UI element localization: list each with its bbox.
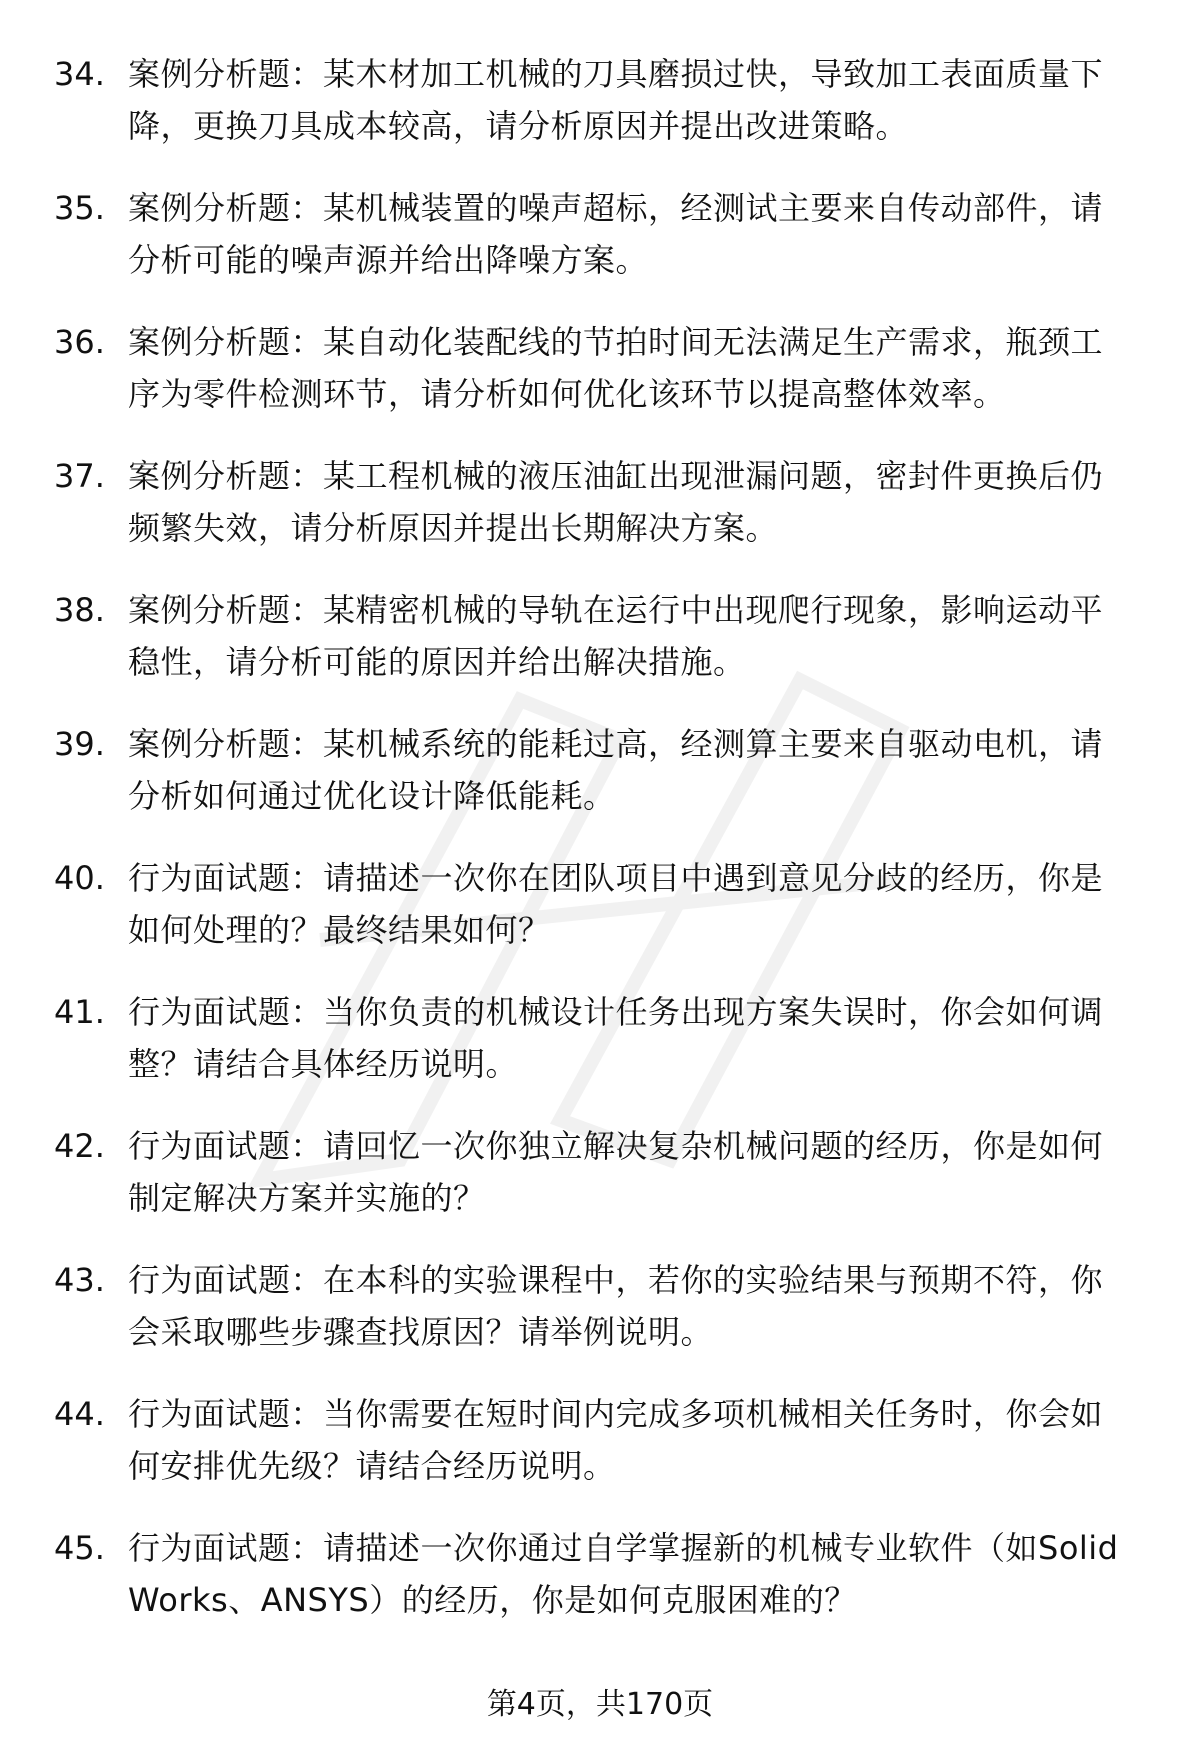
question-item [0,852,1200,956]
question-list [0,48,1200,1656]
question-number: 40. [54,859,105,897]
question-number: 39. [54,725,105,763]
question-number: 34. [54,55,105,93]
question-number: 38. [54,591,105,629]
question-item [0,986,1200,1090]
question-item [0,718,1200,822]
question-text: 案例分析题：某工程机械的液压油缸出现泄漏问题，密封件更换后仍频繁失效，请分析原因并提出长期解决方案。 [128,457,1104,547]
question-item [0,584,1200,688]
question-text: 案例分析题：某精密机械的导轨在运行中出现爬行现象，影响运动平稳性，请分析可能的原因并给出解决措施。 [128,591,1104,681]
question-text: 案例分析题：某自动化装配线的节拍时间无法满足生产需求，瓶颈工序为零件检测环节，请分析如何优化该环节以提高整体效率。 [128,323,1104,413]
question-number: 43. [54,1261,105,1299]
question-text: 行为面试题：在本科的实验课程中，若你的实验结果与预期不符，你会采取哪些步骤查找原因？请举例说明。 [128,1261,1104,1351]
question-item [0,182,1200,286]
question-number: 35. [54,189,105,227]
question-number: 45. [54,1529,105,1567]
question-number: 42. [54,1127,105,1165]
question-item [0,1254,1200,1358]
page-footer: 第4页，共170页 [486,1687,714,1722]
question-item [0,1522,1200,1626]
question-text: 案例分析题：某机械系统的能耗过高，经测算主要来自驱动电机，请分析如何通过优化设计降低能耗。 [128,725,1104,815]
question-item [0,1120,1200,1224]
question-item [0,450,1200,554]
question-number: 36. [54,323,105,361]
question-text: 行为面试题：请回忆一次你独立解决复杂机械问题的经历，你是如何制定解决方案并实施的？ [128,1127,1104,1217]
question-text: 行为面试题：请描述一次你在团队项目中遇到意见分歧的经历，你是如何处理的？最终结果如何？ [128,859,1104,949]
question-number: 41. [54,993,105,1031]
question-number: 37. [54,457,105,495]
question-text: 行为面试题：请描述一次你通过自学掌握新的机械专业软件（如SolidWorks、ANSYS）的经历，你是如何克服困难的？ [128,1529,1119,1619]
question-number: 44. [54,1395,105,1433]
question-text: 案例分析题：某机械装置的噪声超标，经测试主要来自传动部件，请分析可能的噪声源并给出降噪方案。 [128,189,1104,279]
question-item [0,316,1200,420]
question-text: 行为面试题：当你负责的机械设计任务出现方案失误时，你会如何调整？请结合具体经历说明。 [128,993,1104,1083]
question-text: 案例分析题：某木材加工机械的刀具磨损过快，导致加工表面质量下降，更换刀具成本较高，请分析原因并提出改进策略。 [128,55,1104,145]
question-text: 行为面试题：当你需要在短时间内完成多项机械相关任务时，你会如何安排优先级？请结合经历说明。 [128,1395,1104,1485]
question-item [0,48,1200,152]
question-item [0,1388,1200,1492]
